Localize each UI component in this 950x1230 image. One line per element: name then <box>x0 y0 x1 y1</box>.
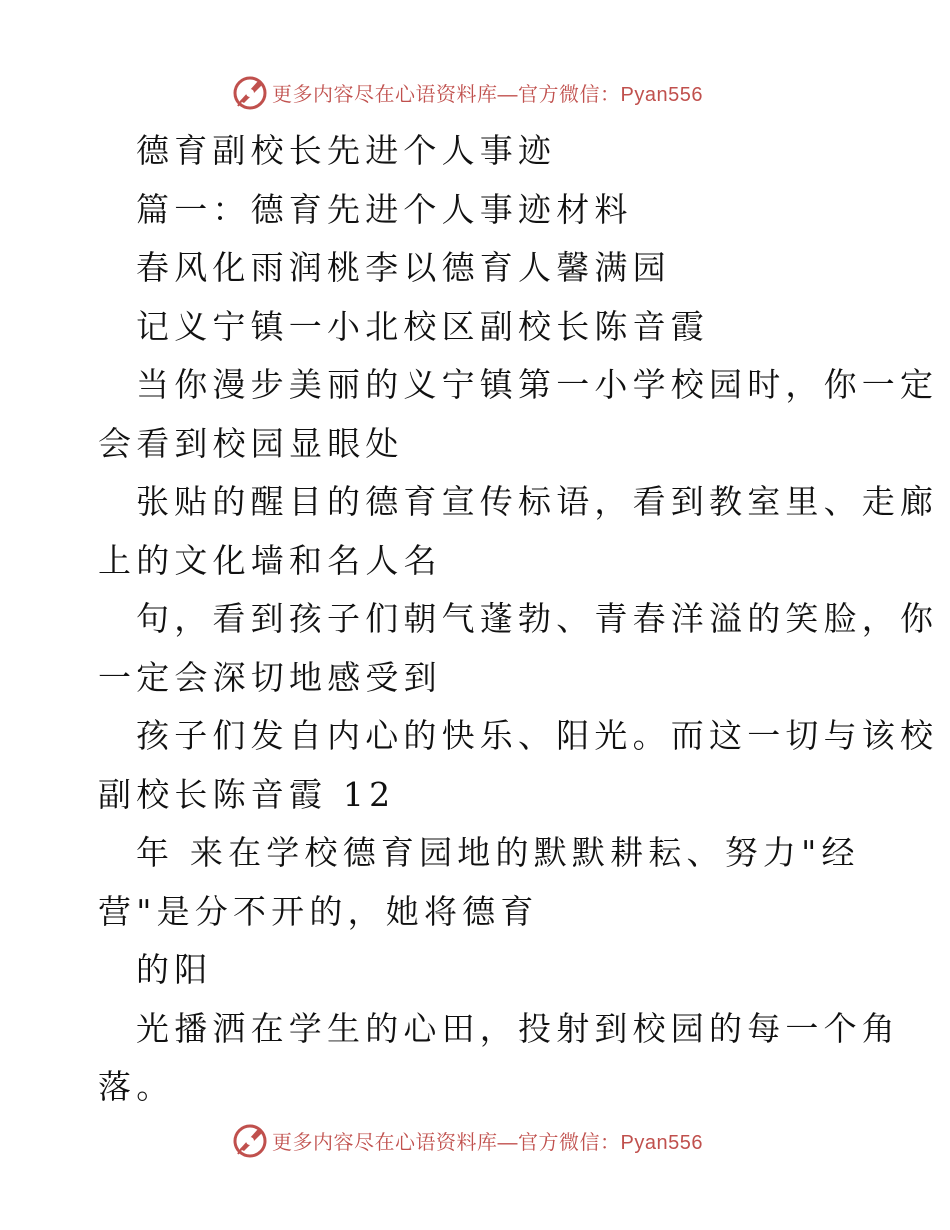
paragraph-line: 年 来在学校德育园地的默默耕耘、努力"经 <box>136 833 860 872</box>
paragraph-line: 光播洒在学生的心田，投射到校园的每一个角 <box>136 1008 900 1048</box>
header-banner <box>232 72 703 112</box>
paragraph-line: 副校长陈音霞 12 <box>98 774 396 814</box>
paragraph-line: 上的文化墙和名人名 <box>98 540 442 580</box>
paragraph-line: 会看到校园显眼处 <box>98 423 404 463</box>
paragraph-line: 一定会深切地感受到 <box>98 657 442 697</box>
quill-pen-logo-icon <box>232 74 268 110</box>
document-body <box>98 122 939 1117</box>
footer-banner-text: 更多内容尽在心语资料库—官方微信：Pyan556 <box>272 1131 703 1154</box>
paragraph-line: 落。 <box>98 1067 175 1106</box>
paragraph-line: 张贴的醒目的德育宣传标语，看到教室里、走廊 <box>136 482 939 521</box>
document-title: 德育副校长先进个人事迹 <box>136 131 557 170</box>
paragraph-line: 的阳 <box>136 950 213 989</box>
paragraph-line: 营"是分不开的，她将德育 <box>98 891 539 931</box>
article-subtitle: 记义宁镇一小北校区副校长陈音霞 <box>136 306 709 346</box>
quill-pen-logo-icon <box>232 1122 268 1158</box>
section-heading: 篇一：德育先进个人事迹材料 <box>136 189 633 229</box>
header-banner-text: 更多内容尽在心语资料库—官方微信：Pyan556 <box>272 83 703 106</box>
paragraph-line: 当你漫步美丽的义宁镇第一小学校园时，你一定 <box>136 365 939 404</box>
paragraph-line: 孩子们发自内心的快乐、阳光。而这一切与该校 <box>136 716 939 755</box>
article-title: 春风化雨润桃李以德育人馨满园 <box>136 248 671 287</box>
footer-banner <box>232 1120 703 1160</box>
paragraph-line: 句，看到孩子们朝气蓬勃、青春洋溢的笑脸，你 <box>136 599 939 638</box>
